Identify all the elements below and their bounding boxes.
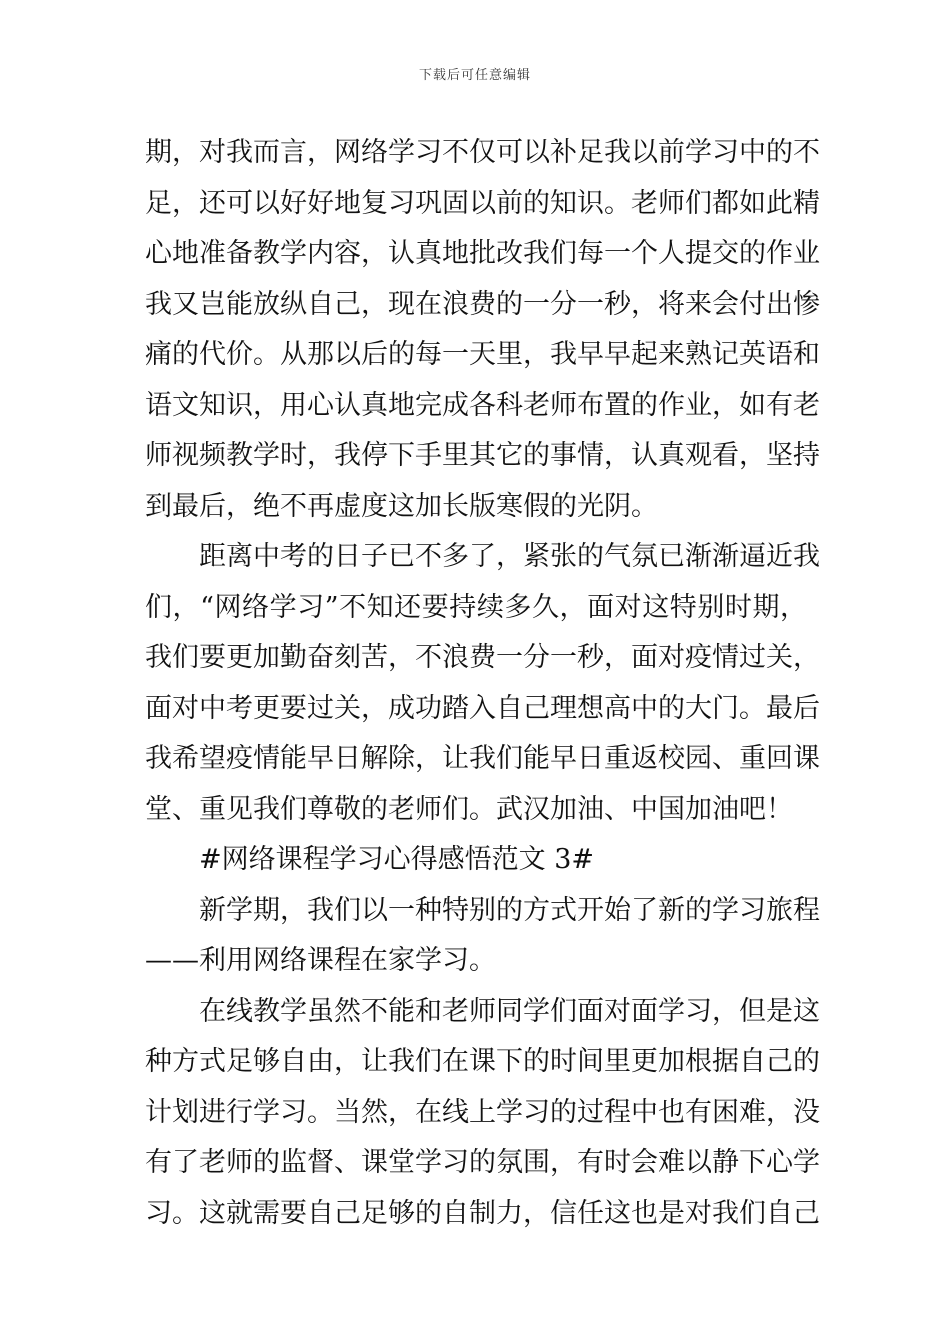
- text-line: 我们要更加勤奋刻苦，不浪费一分一秒，面对疫情过关，: [145, 642, 820, 673]
- text-line: 我又岂能放纵自己，现在浪费的一分一秒，将来会付出惨: [145, 288, 820, 320]
- text-line: 种方式足够自由，让我们在课下的时间里更加根据自己的: [145, 1046, 820, 1077]
- text-line: 们，“网络学习”不知还要持续多久，面对这特别时期，: [145, 591, 807, 623]
- text-line: 语文知识，用心认真地完成各科老师布置的作业，如有老: [145, 389, 820, 421]
- text-line: #网络课程学习心得感悟范文 3#: [199, 844, 595, 875]
- page-header: 下载后可任意编辑: [418, 68, 531, 83]
- text-line: 习。这就需要自己足够的自制力，信任这也是对我们自己: [145, 1197, 820, 1229]
- text-line: 计划进行学习。当然，在线上学习的过程中也有困难，没: [145, 1096, 820, 1128]
- text-line: 新学期，我们以一种特别的方式开始了新的学习旅程: [199, 894, 820, 926]
- text-line: 心地准备教学内容，认真地批改我们每一个人提交的作业: [145, 238, 820, 269]
- text-line: 距离中考的日子已不多了，紧张的气氛已渐渐逼近我: [199, 541, 820, 572]
- text-line: 堂、重见我们尊敬的老师们。武汉加油、中国加油吧！: [145, 793, 793, 825]
- document-body: [145, 128, 820, 1239]
- text-line: 我希望疫情能早日解除，让我们能早日重返校园、重回课: [145, 743, 820, 774]
- text-line: 面对中考更要过关，成功踏入自己理想高中的大门。最后: [145, 692, 820, 724]
- text-line: 期，对我而言，网络学习不仅可以补足我以前学习中的不: [145, 137, 820, 168]
- text-line: 有了老师的监督、课堂学习的氛围，有时会难以静下心学: [145, 1147, 820, 1178]
- text-line: 足，还可以好好地复习巩固以前的知识。老师们都如此精: [145, 187, 820, 219]
- text-line: 痛的代价。从那以后的每一天里，我早早起来熟记英语和: [145, 339, 820, 370]
- text-line: 到最后，绝不再虚度这加长版寒假的光阴。: [145, 490, 658, 522]
- text-line: 师视频教学时，我停下手里其它的事情，认真观看，坚持: [145, 440, 820, 471]
- text-line: ——利用网络课程在家学习。: [145, 945, 496, 976]
- text-line: 在线教学虽然不能和老师同学们面对面学习，但是这: [199, 995, 820, 1027]
